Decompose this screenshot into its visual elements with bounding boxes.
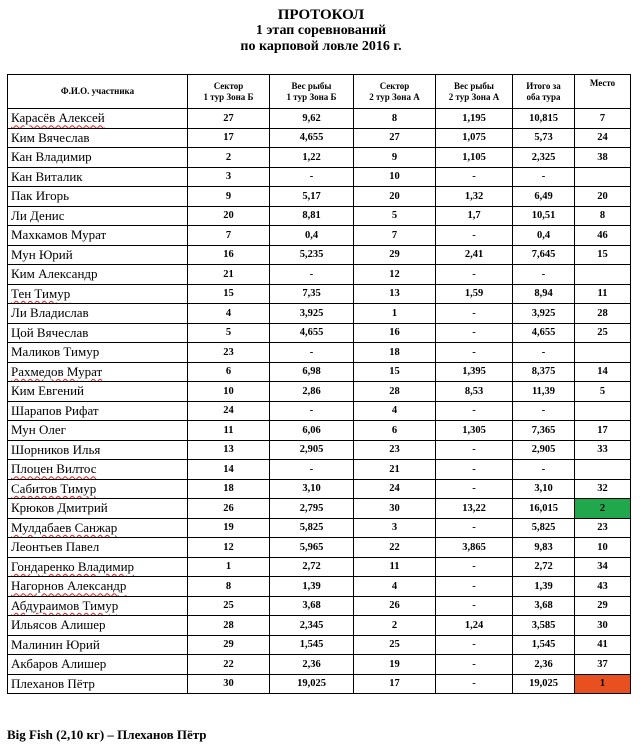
weight-1-cell: 1,22: [270, 148, 354, 168]
table-row: [8, 596, 631, 616]
sector-2-cell: 30: [354, 499, 436, 519]
title-line-1: ПРОТОКОЛ: [277, 7, 365, 23]
sector-1-cell: 21: [188, 265, 270, 285]
participant-name: Шарапов Рифат: [11, 402, 99, 418]
sector-1-cell: 7: [188, 226, 270, 246]
participant-name-cell: [8, 245, 188, 265]
header-sector-1: Сектор 1 тур Зона Б: [188, 75, 270, 109]
header-total: Итого за оба тура: [513, 75, 575, 109]
place-cell: [575, 265, 631, 285]
table-row: [8, 206, 631, 226]
sector-2-cell: 18: [354, 343, 436, 363]
weight-2-cell: -: [436, 167, 513, 187]
table-row: [8, 265, 631, 285]
participant-name: Махкамов Мурат: [11, 227, 107, 243]
participant-name: Мун Олег: [11, 422, 66, 438]
table-header-row: [8, 75, 631, 109]
table-row: [8, 401, 631, 421]
weight-1-cell: 8,81: [270, 206, 354, 226]
participant-name-cell: [8, 518, 188, 538]
sector-1-cell: 24: [188, 401, 270, 421]
total-cell: 3,925: [513, 304, 575, 324]
weight-2-cell: -: [436, 460, 513, 480]
participant-name-cell: [8, 343, 188, 363]
place-cell: 46: [575, 226, 631, 246]
sector-1-cell: 3: [188, 167, 270, 187]
weight-2-cell: 1,7: [436, 206, 513, 226]
weight-1-cell: -: [270, 265, 354, 285]
participant-name-cell: [8, 499, 188, 519]
place-cell: 30: [575, 616, 631, 636]
header-weight-1: Вес рыбы 1 тур Зона Б: [270, 75, 354, 109]
participant-name: Кан Виталик: [11, 168, 83, 184]
weight-2-cell: 1,195: [436, 109, 513, 129]
participant-name-cell: [8, 460, 188, 480]
sector-1-cell: 11: [188, 421, 270, 441]
place-cell: 32: [575, 479, 631, 499]
weight-1-cell: 19,025: [270, 674, 354, 694]
sector-1-cell: 1: [188, 557, 270, 577]
weight-1-cell: 2,905: [270, 440, 354, 460]
sector-1-cell: 2: [188, 148, 270, 168]
sector-1-cell: 9: [188, 187, 270, 207]
participant-name-cell: [8, 206, 188, 226]
participant-name: Ким Евгений: [11, 383, 84, 399]
participant-name-cell: [8, 167, 188, 187]
weight-2-cell: -: [436, 440, 513, 460]
place-cell: 37: [575, 655, 631, 675]
participant-name-cell: [8, 635, 188, 655]
total-cell: 19,025: [513, 674, 575, 694]
header-place: Место: [575, 75, 631, 109]
table-row: [8, 343, 631, 363]
participant-name: Сабитов Тимур: [11, 480, 97, 496]
place-cell: 11: [575, 284, 631, 304]
participant-name: Шорников Илья: [11, 441, 101, 457]
big-fish-note: Big Fish (2,10 кг) – Плеханов Пётр: [7, 727, 207, 742]
sector-1-cell: 26: [188, 499, 270, 519]
participant-name: Крюков Дмитрий: [11, 500, 108, 516]
weight-2-cell: 1,59: [436, 284, 513, 304]
sector-2-cell: 1: [354, 304, 436, 324]
weight-1-cell: -: [270, 460, 354, 480]
weight-2-cell: -: [436, 226, 513, 246]
participant-name: Плоцен Вилтос: [11, 461, 97, 477]
header-weight-2: Вес рыбы 2 тур Зона А: [436, 75, 513, 109]
table-row: [8, 616, 631, 636]
sector-2-cell: 10: [354, 167, 436, 187]
place-cell: [575, 167, 631, 187]
total-cell: 3,68: [513, 596, 575, 616]
sector-2-cell: 21: [354, 460, 436, 480]
participant-name: Маликов Тимур: [11, 344, 100, 360]
sector-1-cell: 16: [188, 245, 270, 265]
weight-1-cell: 0,4: [270, 226, 354, 246]
place-cell: 17: [575, 421, 631, 441]
participant-name: Плеханов Пётр: [11, 675, 95, 691]
table-row: [8, 323, 631, 343]
sector-2-cell: 22: [354, 538, 436, 558]
table-row: [8, 245, 631, 265]
weight-1-cell: 5,825: [270, 518, 354, 538]
sector-1-cell: 28: [188, 616, 270, 636]
participant-name: Малинин Юрий: [11, 636, 100, 652]
participant-name: Рахмедов Мурат: [11, 363, 103, 379]
weight-2-cell: -: [436, 265, 513, 285]
total-cell: 1,39: [513, 577, 575, 597]
sector-1-cell: 5: [188, 323, 270, 343]
total-cell: 3,10: [513, 479, 575, 499]
participant-name-cell: [8, 440, 188, 460]
weight-1-cell: 2,36: [270, 655, 354, 675]
participant-name-cell: [8, 265, 188, 285]
total-cell: -: [513, 460, 575, 480]
place-cell: 5: [575, 382, 631, 402]
table-row: [8, 226, 631, 246]
weight-1-cell: -: [270, 343, 354, 363]
results-table: [7, 74, 631, 694]
weight-1-cell: 9,62: [270, 109, 354, 129]
table-row: [8, 440, 631, 460]
table-row: [8, 655, 631, 675]
table-row: [8, 362, 631, 382]
weight-2-cell: -: [436, 635, 513, 655]
weight-2-cell: 8,53: [436, 382, 513, 402]
total-cell: 16,015: [513, 499, 575, 519]
sector-2-cell: 16: [354, 323, 436, 343]
weight-2-cell: -: [436, 596, 513, 616]
participant-name-cell: [8, 128, 188, 148]
table-row: [8, 538, 631, 558]
place-cell: 29: [575, 596, 631, 616]
table-row: [8, 109, 631, 129]
participant-name-cell: [8, 674, 188, 694]
table-row: [8, 674, 631, 694]
participant-name-cell: [8, 304, 188, 324]
sector-1-cell: 8: [188, 577, 270, 597]
weight-1-cell: 1,39: [270, 577, 354, 597]
participant-name: Кан Владимир: [11, 149, 92, 165]
sector-2-cell: 20: [354, 187, 436, 207]
weight-1-cell: 6,06: [270, 421, 354, 441]
sector-2-cell: 19: [354, 655, 436, 675]
table-row: [8, 499, 631, 519]
total-cell: 2,905: [513, 440, 575, 460]
title-line-3: по карповой ловле 2016 г.: [240, 39, 402, 54]
place-cell: [575, 401, 631, 421]
weight-2-cell: 1,395: [436, 362, 513, 382]
weight-1-cell: 3,10: [270, 479, 354, 499]
sector-2-cell: 12: [354, 265, 436, 285]
table-row: [8, 421, 631, 441]
total-cell: 5,73: [513, 128, 575, 148]
total-cell: 11,39: [513, 382, 575, 402]
participant-name-cell: [8, 148, 188, 168]
place-cell: [575, 343, 631, 363]
sector-1-cell: 29: [188, 635, 270, 655]
weight-1-cell: 1,545: [270, 635, 354, 655]
header-name: Ф.И.О. участника: [8, 75, 188, 109]
participant-name-cell: [8, 109, 188, 129]
weight-2-cell: 1,075: [436, 128, 513, 148]
sector-1-cell: 27: [188, 109, 270, 129]
total-cell: 3,585: [513, 616, 575, 636]
participant-name-cell: [8, 226, 188, 246]
header-sector-2: Сектор 2 тур Зона А: [354, 75, 436, 109]
weight-2-cell: -: [436, 557, 513, 577]
weight-1-cell: 3,925: [270, 304, 354, 324]
table-row: [8, 460, 631, 480]
participant-name: Цой Вячеслав: [11, 324, 89, 340]
total-cell: 7,365: [513, 421, 575, 441]
sector-1-cell: 18: [188, 479, 270, 499]
weight-1-cell: 6,98: [270, 362, 354, 382]
participant-name: Абдураимов Тимур: [11, 597, 119, 613]
participant-name-cell: [8, 323, 188, 343]
total-cell: 2,36: [513, 655, 575, 675]
participant-name: Тен Тимур: [11, 285, 71, 301]
table-row: [8, 557, 631, 577]
participant-name: Ким Вячеслав: [11, 129, 90, 145]
place-cell: 10: [575, 538, 631, 558]
total-cell: 6,49: [513, 187, 575, 207]
weight-2-cell: -: [436, 674, 513, 694]
table-row: [8, 518, 631, 538]
sector-2-cell: 13: [354, 284, 436, 304]
weight-2-cell: -: [436, 518, 513, 538]
sector-2-cell: 7: [354, 226, 436, 246]
sector-2-cell: 5: [354, 206, 436, 226]
participant-name: Пак Игорь: [11, 188, 70, 204]
place-cell: 23: [575, 518, 631, 538]
table-row: [8, 128, 631, 148]
place-cell: 25: [575, 323, 631, 343]
place-cell: 2: [575, 499, 631, 519]
place-cell: 20: [575, 187, 631, 207]
sector-1-cell: 6: [188, 362, 270, 382]
weight-1-cell: 2,345: [270, 616, 354, 636]
sector-1-cell: 20: [188, 206, 270, 226]
total-cell: 5,825: [513, 518, 575, 538]
sector-2-cell: 8: [354, 109, 436, 129]
weight-2-cell: 1,105: [436, 148, 513, 168]
sector-1-cell: 14: [188, 460, 270, 480]
participant-name-cell: [8, 577, 188, 597]
weight-2-cell: 2,41: [436, 245, 513, 265]
weight-1-cell: 2,86: [270, 382, 354, 402]
sector-1-cell: 15: [188, 284, 270, 304]
sector-2-cell: 9: [354, 148, 436, 168]
participant-name: Карасёв Алексей: [11, 110, 105, 126]
participant-name-cell: [8, 284, 188, 304]
place-cell: 28: [575, 304, 631, 324]
total-cell: 0,4: [513, 226, 575, 246]
sector-1-cell: 23: [188, 343, 270, 363]
place-cell: 8: [575, 206, 631, 226]
weight-2-cell: -: [436, 577, 513, 597]
weight-1-cell: 5,17: [270, 187, 354, 207]
participant-name: Мун Юрий: [11, 246, 73, 262]
participant-name-cell: [8, 187, 188, 207]
place-cell: [575, 460, 631, 480]
participant-name-cell: [8, 538, 188, 558]
table-row: [8, 577, 631, 597]
sector-1-cell: 13: [188, 440, 270, 460]
weight-1-cell: -: [270, 401, 354, 421]
weight-1-cell: 4,655: [270, 323, 354, 343]
participant-name-cell: [8, 421, 188, 441]
participant-name-cell: [8, 479, 188, 499]
weight-2-cell: -: [436, 401, 513, 421]
total-cell: 9,83: [513, 538, 575, 558]
participant-name: Акбаров Алишер: [11, 656, 107, 672]
total-cell: 1,545: [513, 635, 575, 655]
participant-name: Ли Денис: [11, 207, 65, 223]
place-cell: 41: [575, 635, 631, 655]
participant-name-cell: [8, 596, 188, 616]
weight-1-cell: 7,35: [270, 284, 354, 304]
place-cell: 43: [575, 577, 631, 597]
participant-name-cell: [8, 616, 188, 636]
participant-name-cell: [8, 401, 188, 421]
participant-name: Нагорнов Александр: [11, 578, 127, 594]
total-cell: 4,655: [513, 323, 575, 343]
weight-1-cell: 5,965: [270, 538, 354, 558]
weight-2-cell: 1,305: [436, 421, 513, 441]
sector-2-cell: 25: [354, 635, 436, 655]
place-cell: 24: [575, 128, 631, 148]
participant-name-cell: [8, 362, 188, 382]
table-body: [8, 109, 631, 694]
sector-1-cell: 22: [188, 655, 270, 675]
table-row: [8, 635, 631, 655]
sector-2-cell: 28: [354, 382, 436, 402]
total-cell: 2,72: [513, 557, 575, 577]
sector-1-cell: 25: [188, 596, 270, 616]
total-cell: -: [513, 265, 575, 285]
table-row: [8, 148, 631, 168]
sector-2-cell: 15: [354, 362, 436, 382]
weight-2-cell: 1,32: [436, 187, 513, 207]
weight-1-cell: 5,235: [270, 245, 354, 265]
weight-1-cell: 2,795: [270, 499, 354, 519]
table-row: [8, 187, 631, 207]
sector-1-cell: 30: [188, 674, 270, 694]
participant-name-cell: [8, 382, 188, 402]
place-cell: 38: [575, 148, 631, 168]
weight-2-cell: 13,22: [436, 499, 513, 519]
title-line-2: 1 этап соревнований: [255, 23, 387, 38]
sector-2-cell: 4: [354, 401, 436, 421]
sector-2-cell: 29: [354, 245, 436, 265]
total-cell: -: [513, 167, 575, 187]
table-row: [8, 479, 631, 499]
sector-2-cell: 3: [354, 518, 436, 538]
participant-name: Гондаренко Владимир: [11, 558, 135, 574]
total-cell: -: [513, 343, 575, 363]
weight-2-cell: -: [436, 655, 513, 675]
sector-2-cell: 24: [354, 479, 436, 499]
weight-1-cell: 2,72: [270, 557, 354, 577]
sector-1-cell: 12: [188, 538, 270, 558]
sector-1-cell: 4: [188, 304, 270, 324]
weight-2-cell: -: [436, 323, 513, 343]
sector-2-cell: 11: [354, 557, 436, 577]
weight-1-cell: 3,68: [270, 596, 354, 616]
participant-name-cell: [8, 557, 188, 577]
weight-2-cell: 3,865: [436, 538, 513, 558]
total-cell: 8,375: [513, 362, 575, 382]
place-cell: 33: [575, 440, 631, 460]
place-cell: 14: [575, 362, 631, 382]
total-cell: 10,51: [513, 206, 575, 226]
participant-name: Ильясов Алишер: [11, 617, 106, 633]
total-cell: -: [513, 401, 575, 421]
sector-1-cell: 17: [188, 128, 270, 148]
total-cell: 7,645: [513, 245, 575, 265]
weight-1-cell: 4,655: [270, 128, 354, 148]
table-row: [8, 382, 631, 402]
place-cell: 1: [575, 674, 631, 694]
participant-name: Леонтьев Павел: [11, 539, 100, 555]
sector-2-cell: 17: [354, 674, 436, 694]
participant-name-cell: [8, 655, 188, 675]
table-row: [8, 284, 631, 304]
sector-2-cell: 6: [354, 421, 436, 441]
table-row: [8, 304, 631, 324]
place-cell: 7: [575, 109, 631, 129]
sector-2-cell: 4: [354, 577, 436, 597]
sector-2-cell: 23: [354, 440, 436, 460]
participant-name: Ким Александр: [11, 266, 98, 282]
sector-2-cell: 26: [354, 596, 436, 616]
document-title: [0, 7, 642, 55]
total-cell: 8,94: [513, 284, 575, 304]
weight-2-cell: -: [436, 343, 513, 363]
weight-2-cell: -: [436, 479, 513, 499]
total-cell: 2,325: [513, 148, 575, 168]
weight-1-cell: -: [270, 167, 354, 187]
sector-1-cell: 10: [188, 382, 270, 402]
place-cell: 15: [575, 245, 631, 265]
sector-2-cell: 2: [354, 616, 436, 636]
weight-2-cell: -: [436, 304, 513, 324]
sector-2-cell: 27: [354, 128, 436, 148]
weight-2-cell: 1,24: [436, 616, 513, 636]
table-row: [8, 167, 631, 187]
sector-1-cell: 19: [188, 518, 270, 538]
place-cell: 34: [575, 557, 631, 577]
participant-name: Мулдабаев Санжар: [11, 519, 118, 535]
total-cell: 10,815: [513, 109, 575, 129]
participant-name: Ли Владислав: [11, 305, 89, 321]
